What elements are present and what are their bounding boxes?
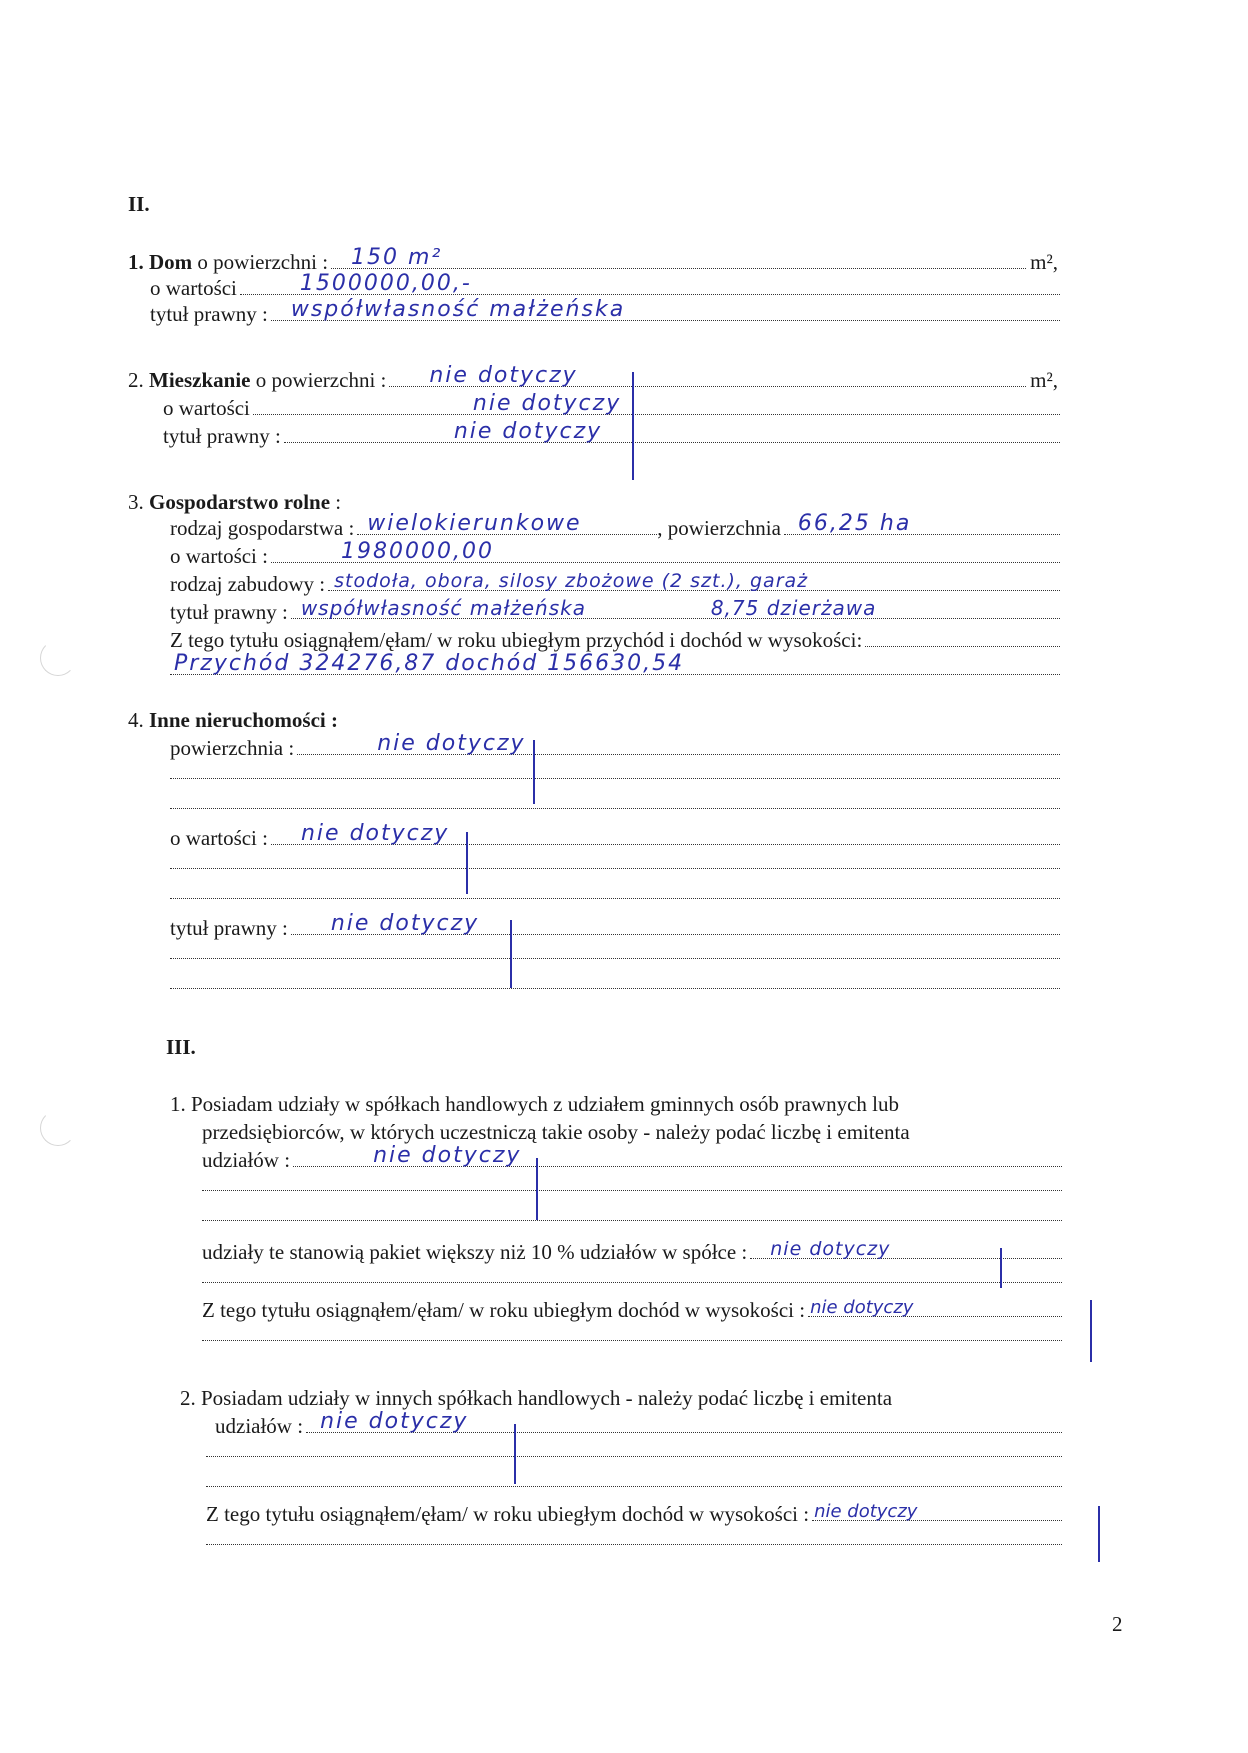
shares2-income-strike: [1098, 1506, 1100, 1562]
shares1-income-blank: [202, 1340, 1062, 1341]
punch-hole-top: [40, 640, 76, 676]
shares2-number: 2.: [180, 1386, 196, 1410]
shares1-package-blank: [202, 1282, 1062, 1283]
farm-type: wielokierunkowe: [367, 511, 582, 536]
farm-buildings-label: rodzaj zabudowy :: [170, 572, 326, 596]
shares1-text-line2: przedsiębiorców, w których uczestniczą takie osoby - należy podać liczbę i emitenta: [202, 1120, 910, 1144]
shares2-income-field: [812, 1502, 1062, 1521]
other-title-strike: [510, 920, 512, 988]
other-value-line: [170, 821, 1060, 852]
other-value: nie dotyczy: [300, 821, 450, 846]
shares1-issuer-label: udziałów :: [202, 1148, 291, 1172]
shares1-number: 1.: [170, 1092, 186, 1116]
shares2-income-label: Z tego tytułu osiągnąłem/ęłam/ w roku ubiegłym dochód w wysokości :: [206, 1502, 810, 1526]
shares1-issuer: nie dotyczy: [373, 1143, 522, 1168]
farm-type-field: [357, 511, 657, 536]
farm-type-line: [170, 511, 1060, 542]
flat-area-label: o powierzchni :: [255, 368, 387, 392]
house-area-line: [128, 245, 1058, 276]
farm-income-value-field: [170, 651, 1060, 676]
farm-label-colon: :: [335, 490, 342, 514]
shares2-issuer-line: [215, 1409, 1062, 1440]
farm-income-value-line: [170, 651, 1060, 682]
section-2-heading: II.: [128, 192, 150, 216]
farm-buildings: stodoła, obora, silosy zbożowe (2 szt.), garaż: [334, 570, 809, 592]
other-value-strike: [466, 832, 468, 894]
shares2-income: nie dotyczy: [814, 1501, 918, 1522]
shares2-issuer-label: udziałów :: [215, 1414, 304, 1438]
shares1-income: nie dotyczy: [810, 1297, 914, 1318]
farm-title-field: [291, 596, 1060, 620]
other-area-field: [297, 731, 1060, 756]
shares1-package: nie dotyczy: [770, 1238, 891, 1260]
house-title: współwłasność małżeńska: [290, 297, 626, 322]
other-area-blank-1: [170, 778, 1060, 779]
farm-area-field: [784, 511, 1060, 536]
farm-buildings-field: [328, 572, 1060, 591]
shares1-strike: [536, 1158, 538, 1220]
other-number: 4.: [128, 708, 144, 732]
flat-title: nie dotyczy: [453, 419, 603, 444]
farm-income: Przychód 324276,87 dochód 156630,54: [174, 651, 685, 676]
other-value-blank-2: [170, 898, 1060, 899]
farm-value-line: [170, 539, 1060, 570]
house-area-field: [331, 245, 1026, 270]
house-title-label: tytuł prawny :: [150, 302, 268, 326]
shares2-text-1: [180, 1386, 892, 1412]
other-value-blank-1: [170, 868, 1060, 869]
flat-value-line: [163, 391, 1060, 422]
shares2-blank-2: [206, 1486, 1062, 1487]
shares1-package-strike: [1000, 1248, 1002, 1288]
flat-number: 2.: [128, 368, 144, 392]
farm-title-label: tytuł prawny :: [170, 600, 288, 624]
farm-label: Gospodarstwo rolne: [149, 490, 331, 514]
other-area-blank-2: [170, 808, 1060, 809]
shares1-income-strike: [1090, 1300, 1092, 1362]
other-title-blank-2: [170, 988, 1060, 989]
farm-value-field: [271, 539, 1060, 564]
shares1-blank-1: [202, 1190, 1062, 1191]
farm-area-label: , powierzchnia: [657, 516, 781, 540]
house-title-field: [271, 297, 1060, 322]
house-label: 1. Dom: [128, 250, 193, 274]
flat-area-unit: m²,: [1030, 368, 1058, 392]
farm-value: 1980000,00: [340, 539, 494, 564]
flat-value: nie dotyczy: [472, 391, 622, 416]
section-3-heading: III.: [166, 1035, 196, 1059]
shares1-text-1: [170, 1092, 899, 1118]
shares1-package-field: [750, 1240, 1062, 1259]
other-title-label: tytuł prawny :: [170, 916, 288, 940]
flat-area-field: [389, 363, 1026, 388]
shares1-income-label: Z tego tytułu osiągnąłem/ęłam/ w roku ubiegłym dochód w wysokości :: [202, 1298, 806, 1322]
shares1-text-2: [202, 1120, 910, 1146]
other-area-line: [170, 731, 1060, 762]
shares1-package-line: [202, 1240, 1062, 1266]
flat-title-line: [163, 419, 1060, 450]
other-title-field: [291, 911, 1060, 936]
flat-strike-line: [632, 372, 634, 480]
farm-value-label: o wartości :: [170, 544, 268, 568]
flat-area-value: nie dotyczy: [429, 363, 578, 388]
farm-income-field: [865, 628, 1060, 647]
shares1-issuer-line: [202, 1143, 1062, 1174]
farm-income-label: Z tego tytułu osiągnąłem/ęłam/ w roku ubiegłym przychód i dochód w wysokości:: [170, 628, 863, 652]
other-area: nie dotyczy: [377, 731, 526, 756]
shares1-blank-2: [202, 1220, 1062, 1221]
flat-title-label: tytuł prawny :: [163, 424, 281, 448]
page-number: 2: [1112, 1612, 1123, 1636]
shares1-income-line: [202, 1298, 1062, 1324]
other-area-strike: [533, 740, 535, 804]
house-value-label: o wartości: [150, 276, 237, 300]
flat-label: Mieszkanie: [149, 368, 251, 392]
flat-value-label: o wartości: [163, 396, 250, 420]
shares2-blank-1: [206, 1456, 1062, 1457]
flat-title-field: [284, 419, 1060, 444]
other-value-label: o wartości :: [170, 826, 268, 850]
house-value: 1500000,00,-: [299, 271, 472, 296]
farm-area: 66,25 ha: [797, 511, 912, 536]
farm-title-extra: 8,75 dzierżawa: [710, 596, 877, 620]
shares1-issuer-field: [293, 1143, 1062, 1168]
other-value-field: [271, 821, 1060, 846]
shares2-income-line: [206, 1502, 1062, 1528]
house-title-line: [150, 297, 1060, 328]
shares2-income-blank: [206, 1544, 1062, 1545]
house-area-value: 150 m²: [351, 245, 443, 270]
other-label: Inne nieruchomości :: [149, 708, 338, 732]
house-area-label: o powierzchni :: [197, 250, 329, 274]
shares2-issuer: nie dotyczy: [320, 1409, 469, 1434]
other-title-blank-1: [170, 958, 1060, 959]
house-area-unit: m²,: [1030, 250, 1058, 274]
other-title-line: [170, 911, 1060, 942]
shares2-issuer-field: [306, 1409, 1062, 1434]
farm-number: 3.: [128, 490, 144, 514]
shares2-text-line1: Posiadam udziały w innych spółkach handlowych - należy podać liczbę i emitenta: [201, 1386, 893, 1410]
shares2-strike: [514, 1424, 516, 1484]
other-title: nie dotyczy: [330, 911, 480, 936]
flat-value-field: [253, 391, 1060, 416]
house-value-field: [240, 271, 1060, 296]
punch-hole-bottom: [40, 1110, 76, 1146]
farm-title: współwłasność małżeńska: [300, 596, 586, 620]
farm-buildings-line: [170, 572, 1060, 598]
shares1-text-line1: Posiadam udziały w spółkach handlowych z udziałem gminnych osób prawnych lub: [191, 1092, 900, 1116]
farm-type-label: rodzaj gospodarstwa :: [170, 516, 355, 540]
shares1-income-field: [808, 1298, 1062, 1317]
other-area-label: powierzchnia :: [170, 736, 295, 760]
farm-title-line: [170, 596, 1060, 626]
shares1-package-label: udziały te stanowią pakiet większy niż 10 % udziałów w spółce :: [202, 1240, 748, 1264]
